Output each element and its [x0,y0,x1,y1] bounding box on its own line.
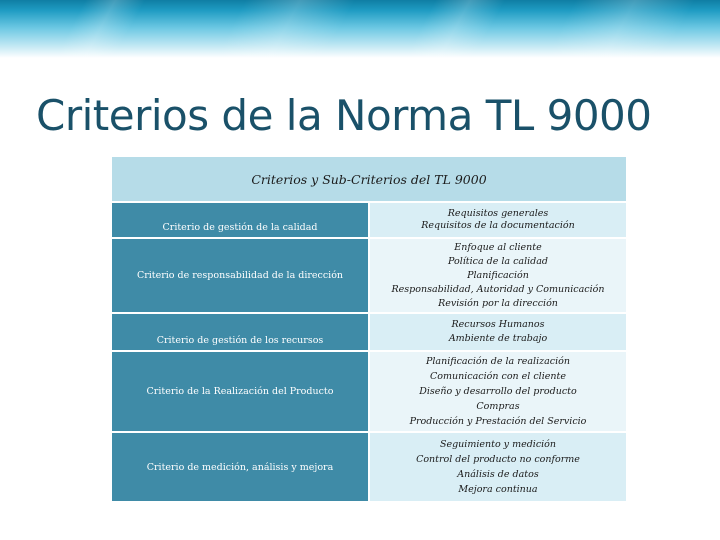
table-row [112,314,626,350]
slide-title: Criterios de la Norma TL 9000 [36,91,652,140]
subcriterion-item: Enfoque al cliente [454,241,542,253]
subcriteria-cell [370,239,626,312]
criterion-cell: Criterio de gestión de los recursos [112,314,368,350]
subcriterion-item: Requisitos generales [447,207,549,219]
criterion-cell: Criterio de responsabilidad de la dirección [112,239,368,312]
table-row [112,203,626,237]
subcriterion-item: Mejora continua [458,484,538,495]
subcriterion-item: Compras [476,401,520,412]
subcriterion-item: Planificación [467,269,529,281]
subcriteria-cell [370,203,626,237]
subcriterion-item: Comunicación con el cliente [430,371,566,382]
table-row [112,239,626,312]
subcriterion-item: Producción y Prestación del Servicio [409,416,587,427]
table-row [112,433,626,501]
subcriterion-item: Diseño y desarrollo del producto [419,386,577,397]
subcriterion-item: Política de la calidad [448,255,548,267]
banner-glint [215,0,356,58]
subcriterion-item: Control del producto no conforme [416,454,580,465]
criterion-cell: Criterio de medición, análisis y mejora [112,433,368,501]
criteria-table [112,157,626,501]
subcriterion-item: Seguimiento y medición [439,439,557,450]
subcriterion-item: Planificación de la realización [425,356,570,367]
decorative-top-banner [0,0,720,58]
subcriterion-item: Recursos Humanos [451,319,545,330]
subcriterion-item: Requisitos de la documentación [421,220,575,231]
banner-glint [55,0,146,58]
banner-glint [545,0,696,58]
subcriterion-item: Ambiente de trabajo [448,333,548,344]
subcriterion-item: Análisis de datos [457,469,539,480]
subcriterion-item: Revisión por la dirección [438,297,558,309]
criterion-cell: Criterio de la Realización del Producto [112,352,368,431]
subcriteria-cell [370,314,626,350]
table-header: Criterios y Sub-Criterios del TL 9000 [112,157,626,201]
banner-glint [405,0,506,58]
subcriteria-cell [370,352,626,431]
table-row [112,352,626,431]
subcriterion-item: Responsabilidad, Autoridad y Comunicación [391,283,605,295]
subcriteria-cell [370,433,626,501]
criterion-cell: Criterio de gestión de la calidad [112,203,368,237]
